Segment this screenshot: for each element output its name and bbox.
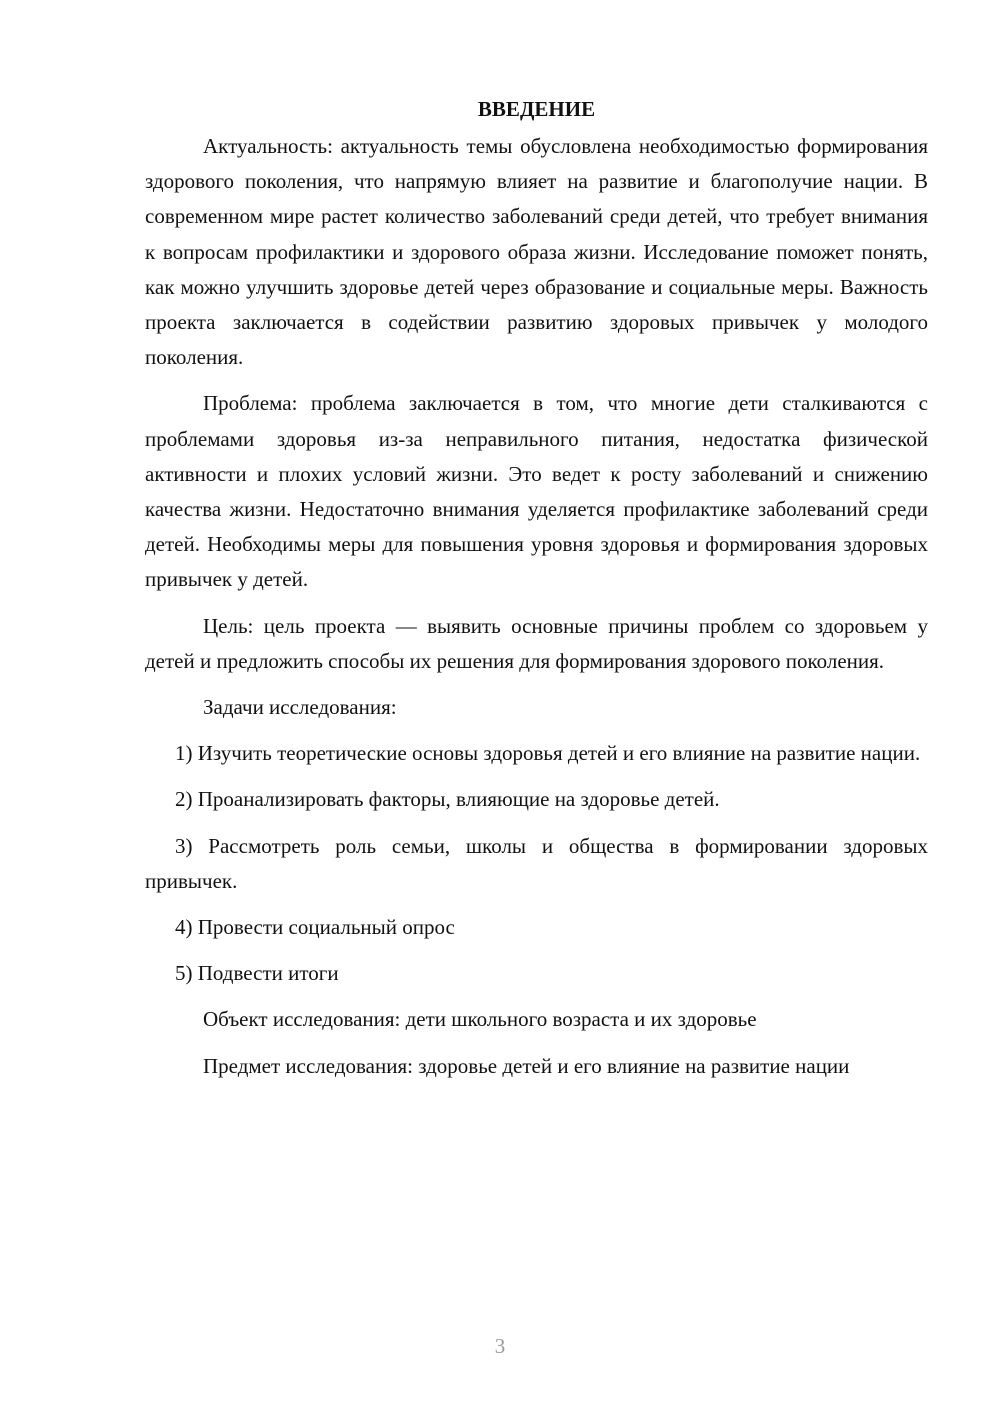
research-subject-paragraph: Предмет исследования: здоровье детей и его влияние на развитие нации — [203, 1053, 850, 1078]
task-item-2: 2) Проанализировать факторы, влияющие на здоровье детей. — [175, 787, 720, 812]
page-number: 3 — [494, 1334, 506, 1358]
research-object-paragraph: Объект исследования: дети школьного возраста и их здоровье — [203, 1007, 757, 1032]
task-item-5: 5) Подвести итоги — [175, 961, 339, 986]
section-heading: ВВЕДЕНИЕ — [477, 97, 596, 121]
relevance-paragraph: Актуальность: актуальность темы обусловлена необходимостью формирования здорового поколения, что напрямую влияет на развитие и благополучие нации. В современном мире растет количество заболеваний среди детей, что требует внимания к вопросам профилактики и здорового образа жизни. Исследование поможет понять, как можно улучшить здоровье детей через образование и социальные меры. Важность проекта заключается в содействии развитию здоровых привычек у молодого поколения. — [145, 134, 928, 370]
tasks-title: Задачи исследования: — [203, 695, 397, 720]
task-item-1: 1) Изучить теоретические основы здоровья детей и его влияние на развитие нации. — [175, 741, 921, 766]
problem-paragraph: Проблема: проблема заключается в том, что многие дети сталкиваются с проблемами здоровья из-за неправильного питания, недостатка физической активности и плохих условий жизни. Это ведет к росту заболеваний и снижению качества жизни. Недостаточно внимания уделяется профилактике заболеваний среди детей. Необходимы меры для повышения уровня здоровья и формирования здоровых привычек у детей. — [145, 391, 928, 592]
task-item-3: 3) Рассмотреть роль семьи, школы и общества в формировании здоровых привычек. — [145, 833, 928, 893]
task-item-4: 4) Провести социальный опрос — [175, 915, 455, 940]
page-content — [145, 92, 928, 1084]
goal-paragraph: Цель: цель проекта — выявить основные причины проблем со здоровьем у детей и предложить способы их решения для формирования здорового поколения. — [145, 613, 928, 673]
